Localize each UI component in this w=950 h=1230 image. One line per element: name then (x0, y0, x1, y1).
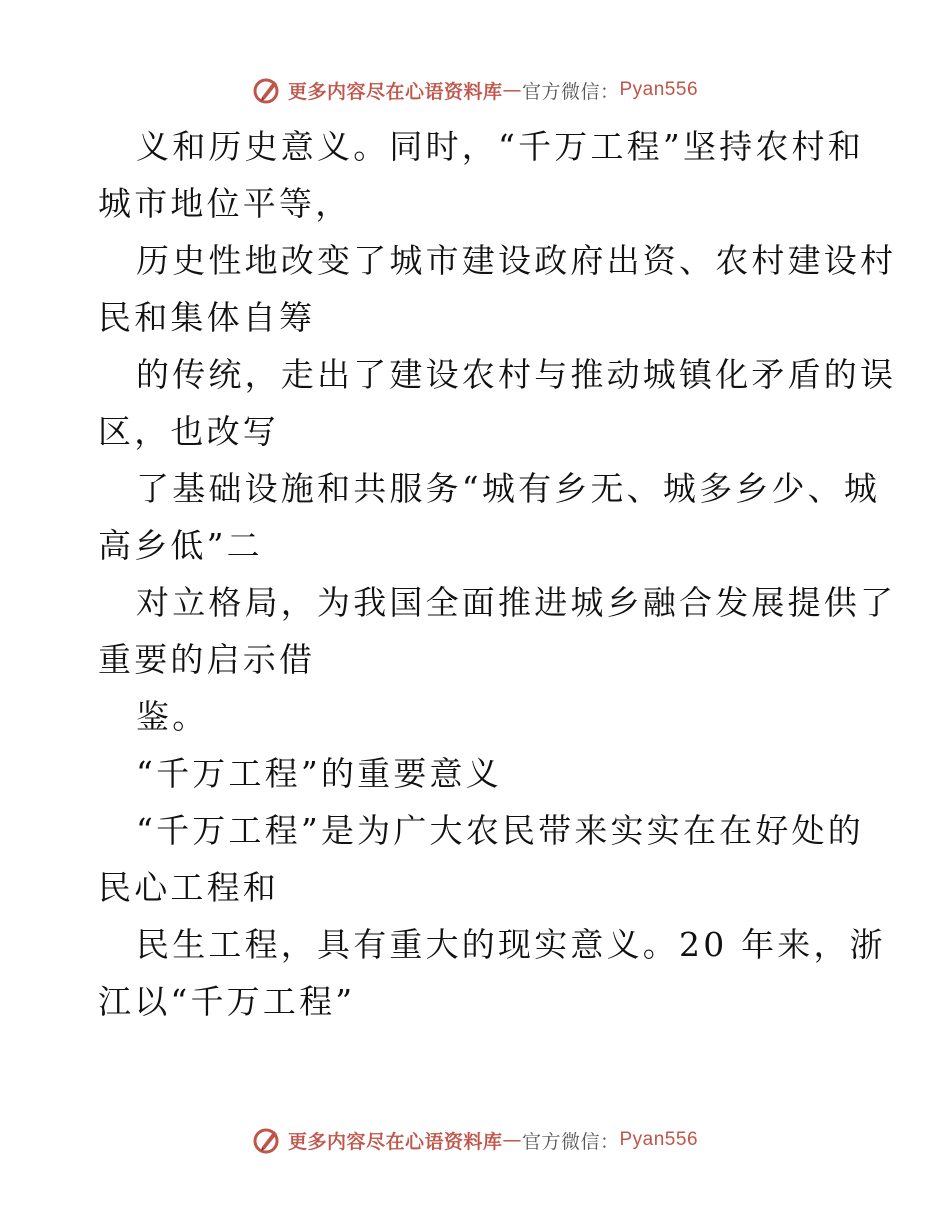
body-line: 民和集体自筹 (98, 298, 316, 337)
banner-separator: — (502, 1129, 522, 1151)
body-line: 城市地位平等， (98, 184, 352, 223)
body-line: 高乡低”二 (98, 526, 263, 565)
banner-wechat-handle: Pyan556 (619, 79, 699, 100)
body-line: 鉴。 (136, 697, 209, 736)
section-heading: “千万工程”的重要意义 (136, 754, 502, 793)
body-line: 对立格局，为我国全面推进城乡融合发展提供了 (136, 583, 897, 622)
document-body (98, 118, 897, 1030)
body-line: 民生工程，具有重大的现实意义。20 年来，浙 (136, 925, 886, 964)
quill-pen-icon (252, 1125, 282, 1155)
banner-brand-text: 更多内容尽在心语资料库 (287, 1130, 503, 1153)
body-line: “千万工程”是为广大农民带来实实在在好处的 (136, 811, 864, 850)
banner-wechat-handle: Pyan556 (619, 1129, 699, 1150)
banner-official-label: 官方微信： (521, 80, 620, 103)
header-banner (0, 70, 950, 110)
body-line: 民心工程和 (98, 868, 279, 907)
body-line: 历史性地改变了城市建设政府出资、农村建设村 (136, 241, 897, 280)
body-line: 江以“千万工程” (98, 982, 356, 1021)
banner-official-label: 官方微信： (521, 1130, 620, 1153)
body-line: 义和历史意义。同时，“千万工程”坚持农村和 (136, 127, 864, 166)
quill-pen-icon (252, 75, 282, 105)
body-line: 区，也改写 (98, 412, 279, 451)
footer-banner (0, 1120, 950, 1160)
banner-separator: — (502, 79, 522, 101)
body-line: 重要的启示借 (98, 640, 316, 679)
body-line: 的传统，走出了建设农村与推动城镇化矛盾的误 (136, 355, 897, 394)
body-line: 了基础设施和共服务“城有乡无、城多乡少、城 (136, 469, 881, 508)
banner-brand-text: 更多内容尽在心语资料库 (287, 80, 503, 103)
